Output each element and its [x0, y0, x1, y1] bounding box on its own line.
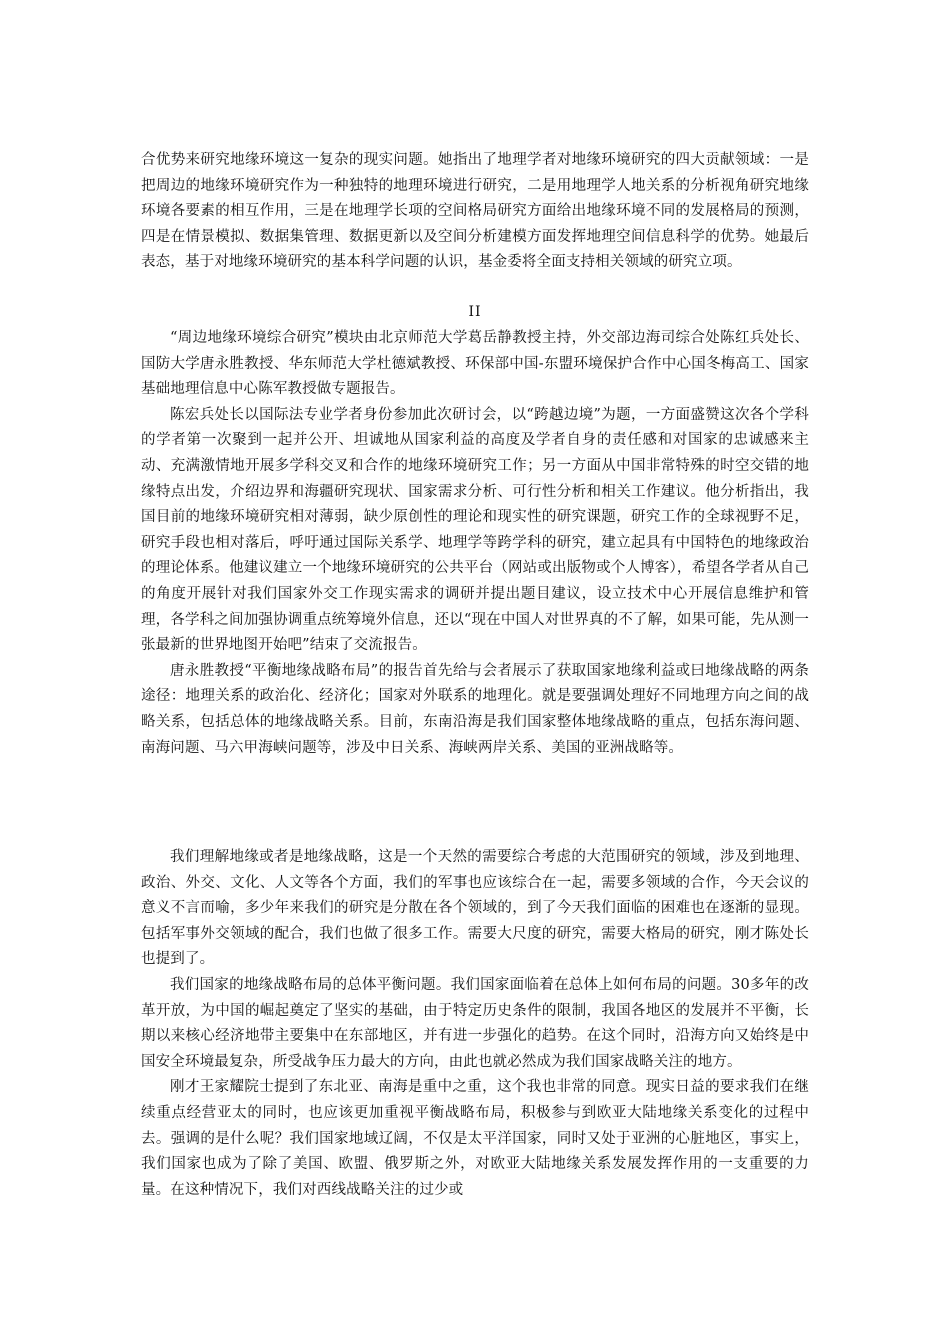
paragraph-geostrategy-understanding: 我们理解地缘或者是地缘战略，这是一个天然的需要综合考虑的大范围研究的领域，涉及到地理、政治、外交、文化、人文等各个方面，我们的军事也应该综合在一起，需要多领域的合作，今天会议的意义不言而喻，多少年来我们的研究是分散在各个领域的，到了今天我们面临的困难也在逐渐的显现。包括军事外交领域的配合，我们也做了很多工作。需要大尺度的研究，需要大格局的研究，刚才陈处长也提到了。 — [141, 849, 809, 968]
paragraph-tang-report: 唐永胜教授“平衡地缘战略布局”的报告首先给与会者展示了获取国家地缘利益或曰地缘战略的两条途径：地理关系的政治化、经济化；国家对外联系的地理化。就是要强调处理好不同地理方向之间的战略关系，包括总体的地缘战略关系。目前，东南沿海是我们国家整体地缘战略的重点，包括东海问题、南海问题、马六甲海峡问题等，涉及中日关系、海峡两岸关系、美国的亚洲战略等。 — [141, 662, 809, 756]
section-numeral: II — [468, 304, 482, 320]
paragraph-eurasia-strategy: 刚才王家耀院士提到了东北亚、南海是重中之重，这个我也非常的同意。现实日益的要求我们在继续重点经营亚太的同时，也应该更加重视平衡战略布局，积极参与到欧亚大陆地缘关系变化的过程中去。强调的是什么呢？我们国家地域辽阔，不仅是太平洋国家，同时又处于亚洲的心脏地区，事实上，我们国家也成为了除了美国、欧盟、俄罗斯之外，对欧亚大陆地缘关系发展发挥作用的一支重要的力量。在这种情况下，我们对西线战略关注的过少或 — [141, 1079, 809, 1198]
paragraph-overall-balance: 我们国家的地缘战略布局的总体平衡问题。我们国家面临着在总体上如何布局的问题。30多年的改革开放，为中国的崛起奠定了坚实的基础，由于特定历史条件的限制，我国各地区的发展并不平衡，长期以来核心经济地带主要集中在东部地区，并有进一步强化的趋势。在这个同时，沿海方向又始终是中国安全环境最复杂，所受战争压力最大的方向，由此也就必然成为我们国家战略关注的地方。 — [141, 976, 809, 1070]
paragraph-continuation: 合优势来研究地缘环境这一复杂的现实问题。她指出了地理学者对地缘环境研究的四大贡献领域：一是把周边的地缘环境研究作为一种独特的地理环境进行研究，二是用地理学人地关系的分析视角研究地缘环境各要素的相互作用，三是在地理学长项的空间格局研究方面给出地缘环境不同的发展格局的预测，四是在情景模拟、数据集管理、数据更新以及空间分析建模方面发挥地理空间信息科学的优势。她最后表态，基于对地缘环境研究的基本科学问题的认识，基金委将全面支持相关领域的研究立项。 — [141, 152, 809, 271]
top-text-block — [141, 148, 809, 276]
paragraph-chen-report: 陈宏兵处长以国际法专业学者身份参加此次研讨会，以“跨越边境”为题，一方面盛赞这次各个学科的学者第一次聚到一起并公开、坦诚地从国家利益的高度及学者自身的责任感和对国家的忠诚感来主动、充满激情地开展多学科交叉和合作的地缘环境研究工作；另一方面从中国非常特殊的时空交错的地缘特点出发，介绍边界和海疆研究现状、国家需求分析、可行性分析和相关工作建议。他分析指出，我国目前的地缘环境研究相对薄弱，缺少原创性的理论和现实性的研究课题，研究工作的全球视野不足，研究手段也相对落后，呼吁通过国际关系学、地理学等跨学科的研究，建立起具有中国特色的地缘政治的理论体系。他建议建立一个地缘环境研究的公共平台（网站或出版物或个人博客），希望各学者从自己的角度开展针对我们国家外交工作现实需求的调研并提出题目建议，设立技术中心开展信息维护和管理，各学科之间加强协调重点统筹境外信息，还以“现在中国人对世界真的不了解，如果可能，先从测一张最新的世界地图开始吧”结束了交流报告。 — [141, 406, 809, 654]
bottom-text-block — [141, 845, 809, 1203]
section-text-block — [141, 326, 809, 761]
paragraph-module-intro: “周边地缘环境综合研究”模块由北京师范大学葛岳静教授主持，外交部边海司综合处陈红兵处长、国防大学唐永胜教授、华东师范大学杜德斌教授、环保部中国-东盟环境保护合作中心国冬梅高工、国家基础地理信息中心陈军教授做专题报告。 — [141, 330, 809, 398]
